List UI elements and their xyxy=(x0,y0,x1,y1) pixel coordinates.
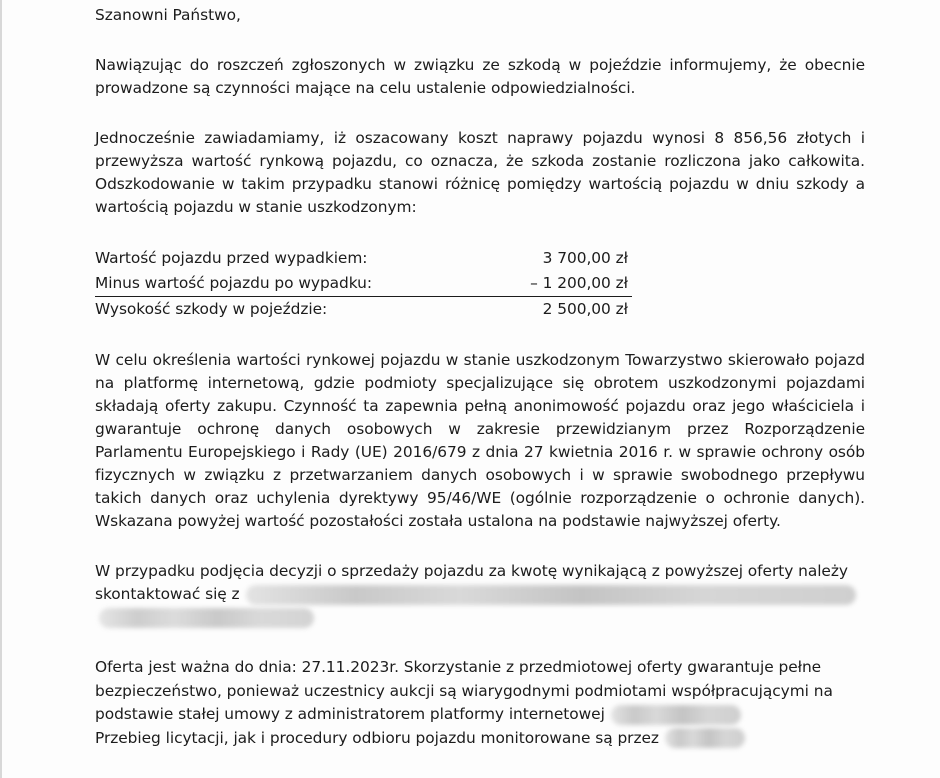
contact-line-2 xyxy=(95,583,865,606)
calc-amount: – 1 200,00 zł xyxy=(530,274,628,292)
paragraph-platform: W celu określenia wartości rynkowej pojazdu w stanie uszkodzonym Towarzystwo skierowało pojazd na platformę internetową, gdzie podmioty specjalizujące się obrotem uszkodzonymi pojazdami składają oferty zakupu. Czynność ta zapewnia pełną anonimowość pojazdu oraz jego właściciela i gwarantuje ochronę danych osobowych w zakresie przewidzianym przez Rozporządzenie Parlamentu Europejskiego i Rady (UE) 2016/679 z dnia 27 kwietnia 2016 r. w sprawie ochrony osób fizycznych w związku z przetwarzaniem danych osobowych i w sprawie swobodnego przepływu takich danych oraz uchylenia dyrektywy 95/46/WE (ogólnie rozporządzenie o ochronie danych). Wskazana powyżej wartość pozostałości została ustalona na podstawie najwyższej oferty. xyxy=(95,351,865,530)
paragraph-contact xyxy=(95,560,865,629)
calc-total-label: Wysokość szkody w pojeździe: xyxy=(95,297,488,323)
paragraph-repair-cost: Jednocześnie zawiadamiamy, iż oszacowany koszt naprawy pojazdu wynosi 8 856,56 złotych i przewyższa wartość rynkową pojazdu, co oznacza, że szkoda zostanie rozliczona jako całkowita. Odszkodowanie w takim przypadku stanowi różnicę pomiędzy wartością pojazdu w dniu szkody a wartością pojazdu w stanie uszkodzonym: xyxy=(95,129,865,216)
offer-line-3 xyxy=(95,703,865,727)
redacted-platform-name xyxy=(611,705,741,725)
damage-calculation-table xyxy=(95,246,632,322)
calc-amount: 3 700,00 zł xyxy=(542,249,628,267)
offer-text: podstawie stałej umowy z administratorem platformy internetowej xyxy=(95,705,605,723)
contact-line-3 xyxy=(95,606,865,629)
letter-body xyxy=(95,4,865,750)
redacted-contact-info xyxy=(246,585,856,605)
contact-line-1: W przypadku podjęcia decyzji o sprzedaży pojazdu za kwotę wynikającą z powyższej oferty należy xyxy=(95,562,848,580)
calc-row-total xyxy=(95,297,632,323)
calc-label: Minus wartość pojazdu po wypadku: xyxy=(95,274,373,292)
calc-label: Wartość pojazdu przed wypadkiem: xyxy=(95,249,368,267)
paragraph-offer-validity xyxy=(95,656,865,750)
offer-line-4 xyxy=(95,727,865,751)
redacted-contact-info xyxy=(99,608,314,628)
offer-line-1: Oferta jest ważna do dnia: 27.11.2023r. Skorzystanie z przedmiotowej oferty gwarantuje pełne xyxy=(95,658,822,676)
calc-total-amount: 2 500,00 zł xyxy=(488,297,632,323)
offer-text: Przebieg licytacji, jak i procedury odbioru pojazdu monitorowane są przez xyxy=(95,728,659,747)
paragraph-claim-info: Nawiązując do roszczeń zgłoszonych w związku ze szkodą w pojeździe informujemy, że obecnie prowadzone są czynności mające na celu ustalenie odpowiedzialności. xyxy=(95,56,865,97)
redacted-monitor-name xyxy=(665,728,745,748)
calc-row-before xyxy=(95,246,632,271)
calc-row-after xyxy=(95,271,632,297)
salutation: Szanowni Państwo, xyxy=(95,6,241,24)
offer-line-2: bezpieczeństwo, ponieważ uczestnicy aukcji są wiarygodnymi podmiotami współpracującymi na xyxy=(95,681,833,700)
contact-text: skontaktować się z xyxy=(95,585,240,603)
